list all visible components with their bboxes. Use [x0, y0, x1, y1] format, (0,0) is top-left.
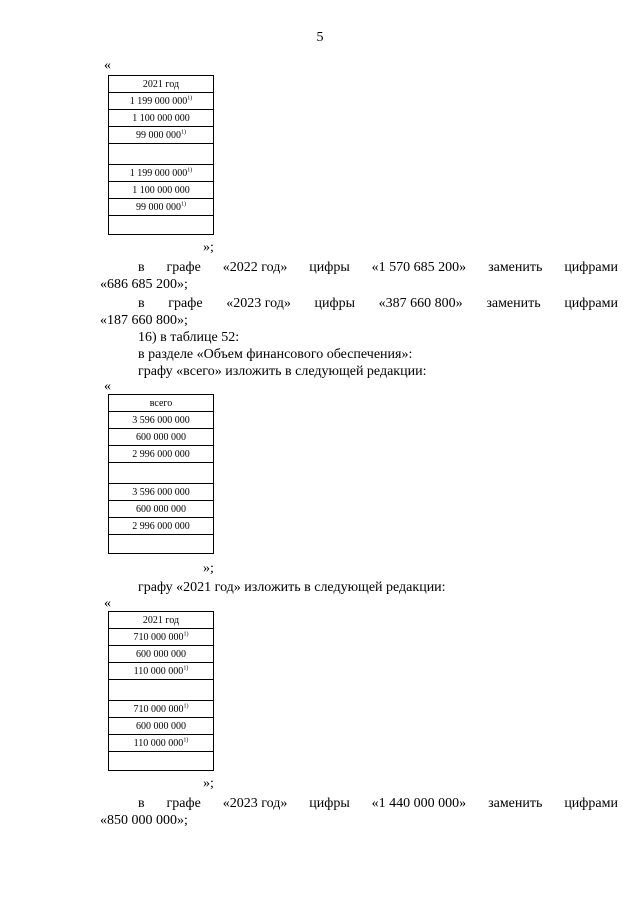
- table-row: 1 199 000 000$^{1)}$: [109, 165, 214, 182]
- table-row: 600 000 000: [109, 429, 214, 446]
- table-row: [109, 752, 214, 771]
- table-row: 600 000 000: [109, 501, 214, 518]
- table-row: 110 000 000$^{1)}$: [109, 735, 214, 752]
- table-header: 2021 год: [109, 76, 214, 93]
- table-row: [109, 463, 214, 484]
- section-line: в разделе «Объем финансового обеспечения»:: [138, 347, 413, 362]
- page-number: 5: [316, 30, 324, 45]
- table-row: 99 000 000$^{1)}$: [109, 127, 214, 144]
- instruction-line: графу «всего» изложить в следующей редакции:: [138, 364, 427, 379]
- paragraph-line: «187 660 800»;: [100, 313, 188, 328]
- quote-open: «: [104, 596, 111, 611]
- quote-close: »;: [203, 240, 214, 255]
- item-heading: 16) в таблице 52:: [138, 330, 240, 345]
- table-2021-a: [108, 75, 214, 235]
- table-row: [109, 680, 214, 701]
- table-row: 600 000 000: [109, 718, 214, 735]
- table-header: всего: [109, 395, 214, 412]
- quote-close: »;: [203, 776, 214, 791]
- table-row: 2 996 000 000: [109, 518, 214, 535]
- table-header: 2021 год: [109, 612, 214, 629]
- paragraph-line: «686 685 200»;: [100, 277, 188, 292]
- table-row: 3 596 000 000: [109, 484, 214, 501]
- quote-close: »;: [203, 561, 214, 576]
- paragraph-line: в графе «2023 год» цифры «1 440 000 000» заменить цифрами: [138, 796, 618, 811]
- table-row: 110 000 000$^{1)}$: [109, 663, 214, 680]
- table-row: 1 100 000 000: [109, 110, 214, 127]
- table-row: [109, 535, 214, 554]
- table-row: 99 000 000$^{1)}$: [109, 199, 214, 216]
- table-row: 710 000 000$^{1)}$: [109, 629, 214, 646]
- table-row: 3 596 000 000: [109, 412, 214, 429]
- table-row: 2 996 000 000: [109, 446, 214, 463]
- table-row: 710 000 000$^{1)}$: [109, 701, 214, 718]
- paragraph-line: «850 000 000»;: [100, 813, 188, 828]
- table-row: [109, 144, 214, 165]
- quote-open: «: [104, 58, 111, 73]
- table-vsego: [108, 394, 214, 554]
- table-row: 1 199 000 000$^{1)}$: [109, 93, 214, 110]
- instruction-line: графу «2021 год» изложить в следующей редакции:: [138, 580, 446, 595]
- paragraph-line: в графе «2022 год» цифры «1 570 685 200» заменить цифрами: [138, 260, 618, 275]
- table-row: 1 100 000 000: [109, 182, 214, 199]
- table-2021-b: [108, 611, 214, 771]
- table-row: [109, 216, 214, 235]
- quote-open: «: [104, 379, 111, 394]
- table-row: 600 000 000: [109, 646, 214, 663]
- paragraph-line: в графе «2023 год» цифры «387 660 800» заменить цифрами: [138, 296, 618, 311]
